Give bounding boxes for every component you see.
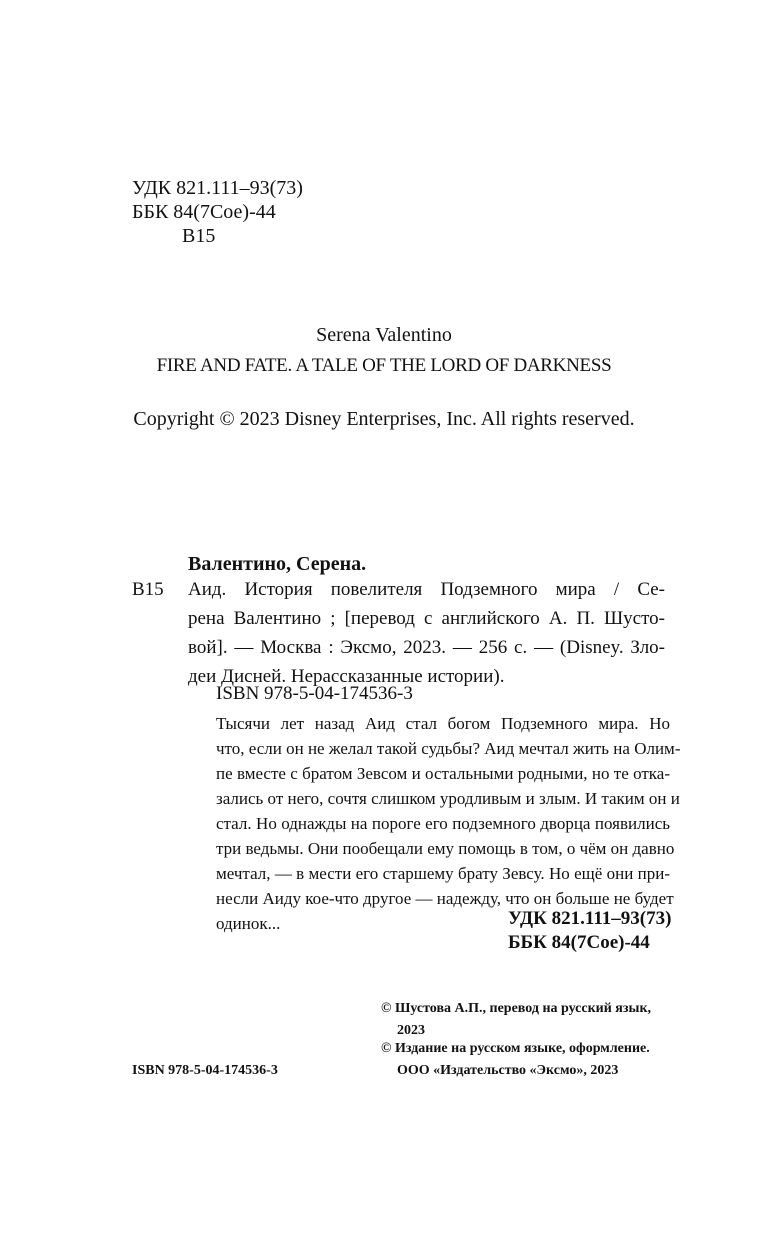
original-author: Serena Valentino bbox=[316, 324, 452, 346]
udk-code: УДК 821.111–93(73) bbox=[132, 177, 303, 199]
edition-copyright: © Издание на русском языке, оформление. bbox=[381, 1041, 650, 1056]
footer-isbn: ISBN 978-5-04-174536-3 bbox=[132, 1063, 278, 1078]
annotation-line: стал. Но однажды на пороге его подземного дворца появились bbox=[216, 814, 670, 833]
annotation-line: одинок... bbox=[216, 914, 281, 933]
record-line: Аид. История повелителя Подземного мира / Се- bbox=[188, 579, 665, 600]
record-isbn: ISBN 978-5-04-174536-3 bbox=[216, 683, 413, 704]
record-line: рена Валентино ; [перевод с английского А. П. Шусто- bbox=[188, 608, 665, 629]
original-title: FIRE AND FATE. A TALE OF THE LORD OF DARKNESS bbox=[156, 355, 612, 376]
annotation-line: несли Аиду кое-что другое — надежду, что он больше не будет bbox=[216, 889, 674, 908]
translation-copyright-year: 2023 bbox=[397, 1023, 425, 1038]
author-mark: В15 bbox=[182, 225, 216, 247]
annotation bbox=[216, 711, 681, 936]
annotation-line: зались от него, сочтя слишком уродливым и злым. И таким он и bbox=[216, 789, 680, 808]
bottom-udk-code: УДК 821.111–93(73) bbox=[508, 908, 672, 929]
record-line: вой]. — Москва : Эксмо, 2023. — 256 с. — (Disney. Зло- bbox=[188, 637, 665, 658]
record-heading: Валентино, Серена. bbox=[188, 553, 367, 575]
translation-copyright: © Шустова А.П., перевод на русский язык, bbox=[381, 1001, 652, 1016]
record-line: деи Дисней. Нерассказанные истории). bbox=[188, 666, 505, 687]
annotation-line: мечтал, — в мести его старшему брату Зевсу. Но ещё они при- bbox=[216, 864, 670, 883]
annotation-line: что, если он не желал такой судьбы? Аид мечтал жить на Олим- bbox=[216, 739, 681, 758]
annotation-line: три ведьмы. Они пообещали ему помощь в том, о чём он давно bbox=[216, 839, 675, 858]
bottom-bbk-code: ББК 84(7Сое)-44 bbox=[508, 932, 650, 953]
record-mark: В15 bbox=[132, 579, 164, 600]
record-description bbox=[188, 575, 665, 691]
edition-publisher: ООО «Издательство «Эксмо», 2023 bbox=[397, 1063, 619, 1078]
copyright-notice: Copyright © 2023 Disney Enterprises, Inc. All rights reserved. bbox=[133, 408, 635, 430]
bbk-code: ББК 84(7Сое)-44 bbox=[132, 201, 276, 223]
annotation-line: пе вместе с братом Зевсом и остальными родными, но те отка- bbox=[216, 764, 670, 783]
annotation-line: Тысячи лет назад Аид стал богом Подземного мира. Но bbox=[216, 714, 670, 733]
